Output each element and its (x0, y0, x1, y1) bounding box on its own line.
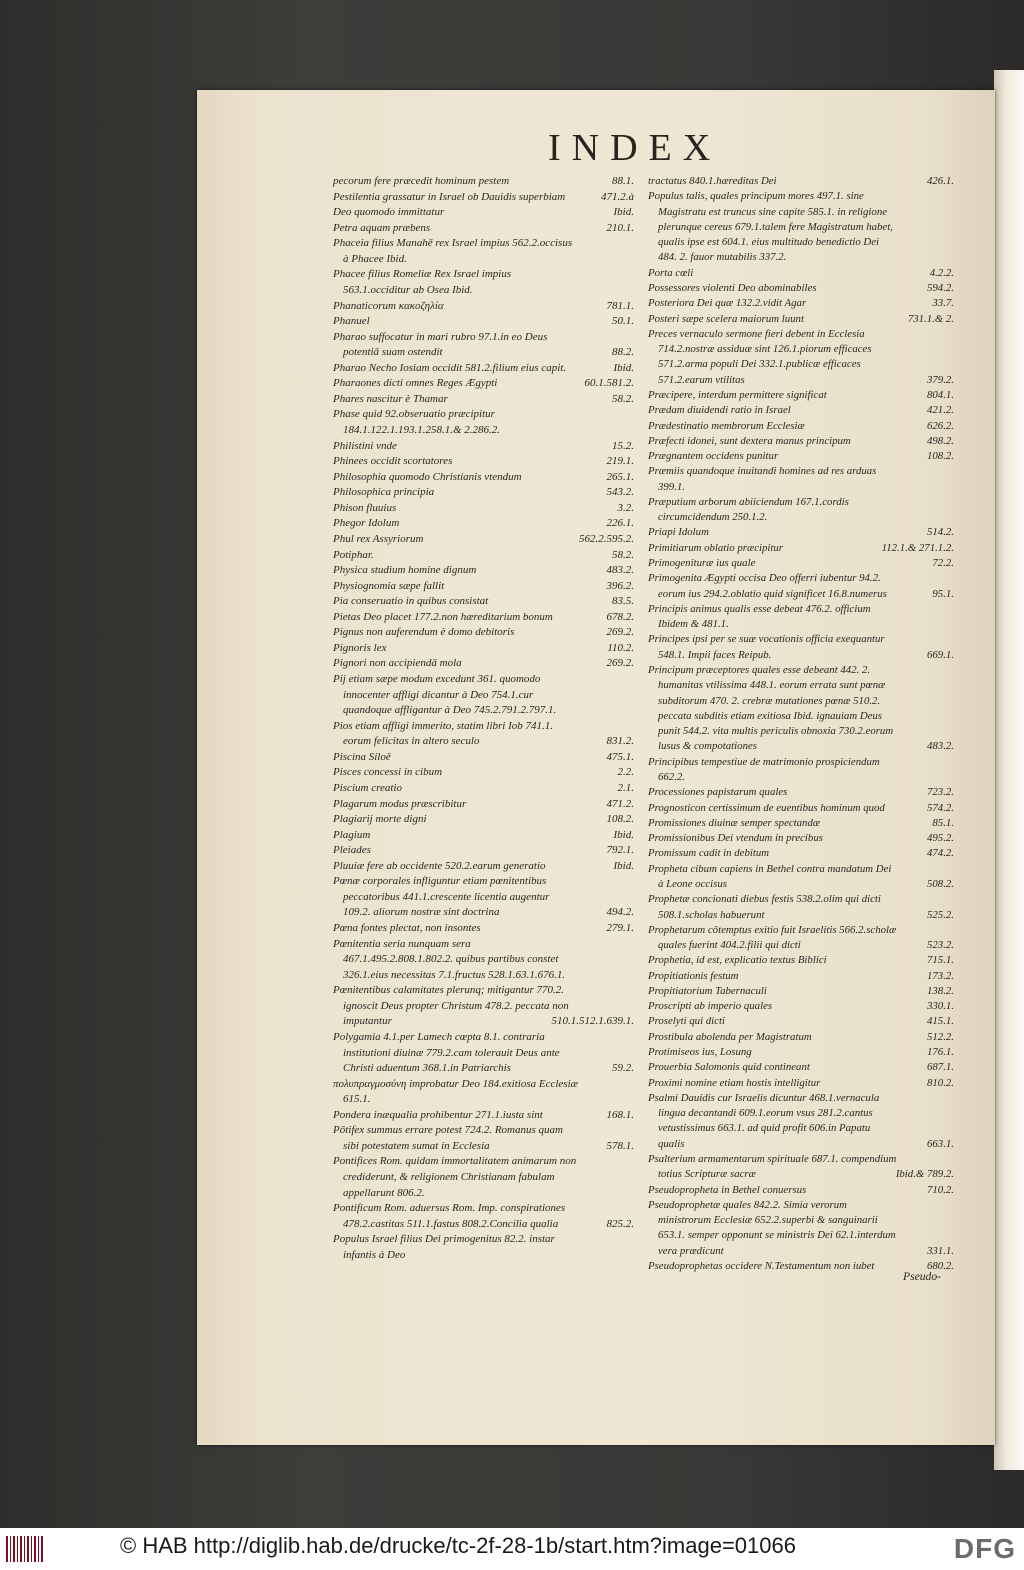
index-entry-reference: 83.5. (612, 595, 634, 608)
index-entry (333, 439, 636, 455)
index-entry (648, 1030, 956, 1045)
index-entry-reference: 168.1. (606, 1108, 634, 1121)
index-entry-text: Phanaticorum κακοζηλία (333, 299, 444, 312)
index-entry (333, 594, 636, 610)
dfg-logo: DFG (953, 1533, 1016, 1564)
index-entry (648, 831, 956, 846)
index-entry-text: Promissum cadit in debitum (648, 847, 770, 860)
index-entry (333, 330, 636, 361)
index-entry-reference: 279.1. (606, 922, 634, 934)
index-entry-reference: 578.1. (606, 1139, 634, 1152)
index-entry-reference: 792.1. (606, 844, 634, 857)
index-entry (333, 656, 636, 672)
index-entry (648, 434, 956, 449)
index-entry (648, 602, 956, 633)
index-entry-reference: 95.1. (932, 587, 954, 600)
index-entry-text: Pleiades (333, 844, 371, 857)
index-entry-text: Prædestinatio membrorum Ecclesiæ (648, 419, 805, 432)
index-entry-text: Petra aquam præbens (333, 221, 431, 234)
index-entry-reference: 3.2. (617, 501, 634, 514)
index-entry-reference: 543.2. (606, 486, 634, 499)
index-entry-text: tractatus 840.1.hæreditas Dei (648, 175, 777, 187)
hab-barcode-icon (6, 1536, 44, 1562)
index-entry (333, 174, 636, 190)
index-entry (648, 923, 956, 954)
index-entry-reference: 58.2. (612, 548, 634, 561)
index-entry (648, 174, 956, 189)
index-entry-reference: 474.2. (927, 847, 954, 860)
index-entry (648, 1045, 956, 1060)
index-entry-text: Philosophica principia (333, 486, 435, 499)
index-entry (333, 641, 636, 657)
index-entry-reference: 574.2. (927, 801, 954, 814)
index-entry-reference: 498.2. (927, 434, 954, 447)
index-column-right (648, 174, 956, 1274)
index-entry-reference: 72.2. (932, 557, 954, 570)
index-entry-reference: 210.1. (606, 221, 634, 234)
index-entry (648, 1014, 956, 1029)
index-entry-reference: 138.2. (927, 984, 954, 997)
index-entry-text: Pontifices Rom. quidam immortalitatem animarum non crediderunt, & religionem Christianam fabulam appellarunt 806.2. (333, 1155, 577, 1199)
index-entry (333, 781, 636, 797)
index-entry-reference: 831.2. (606, 735, 634, 748)
index-entry-text: Pij etiam sæpe modum excedunt 361. quomodo innocenter affligi dicantur à Deo 754.1.cur quandoque affligantur à Deo 745.2.791.2.797.1. (333, 673, 557, 717)
index-entry (333, 1030, 636, 1077)
index-entry-reference: 108.2. (927, 450, 954, 463)
index-entry-text: Philistini vnde (333, 439, 397, 452)
index-entry-text: Principis animus qualis esse debeat 476.2. officium Ibidem & 481.1. (648, 602, 871, 631)
index-entry-text: Pseudopropheta in Bethel conuersus (648, 1183, 807, 1196)
index-entry-text: Plagarum modus præscribitur (333, 797, 467, 810)
index-entry-text: Pondera inæqualia prohibentur 271.1.iusta sint (333, 1108, 543, 1121)
index-entry-text: Præfecti idonei, sunt dextera manus principum (648, 434, 851, 447)
index-entry-reference: 626.2. (927, 419, 954, 432)
index-entry-reference: 265.1. (606, 470, 634, 483)
index-entry (333, 532, 636, 548)
index-entry-text: Pœnitentia seria nunquam sera 467.1.495.2.808.1.802.2. quibus partibus constet 326.1.eius necessitas 7.1.fructus 528.1.63.1.676.1. (333, 937, 566, 981)
index-entry-reference: 723.2. (927, 786, 954, 799)
index-entry-text: Pios etiam affligi immerito, statim libri Iob 741.1. eorum felicitas in altero seculo (333, 719, 553, 748)
index-entry-reference: 219.1. (606, 455, 634, 468)
index-entry-text: Proscripti ab imperio quales (648, 1000, 773, 1013)
catchword: Pseudo- (903, 1270, 941, 1283)
index-entry-text: Phegor Idolum (333, 517, 400, 530)
index-entry (648, 327, 956, 388)
index-entry-text: Promissionibus Dei vtendum in precibus (648, 832, 823, 845)
index-entry-text: Philosophia quomodo Christianis vtendum (333, 470, 522, 483)
index-entry-reference: 85.1. (932, 816, 954, 829)
index-entry-reference: 514.2. (927, 526, 954, 539)
index-entry (648, 953, 956, 968)
index-entry-text: Pseudoprophetæ quales 842.2. Simia verorum ministrorum Ecclesiæ 652.2.superbi & sanguinarii 653.1. semper opponunt se ministris Dei 62.1.interdum vera prædicunt (648, 1198, 896, 1257)
index-entry-reference: 421.2. (927, 404, 954, 417)
index-entry (648, 525, 956, 540)
index-entry-reference: 331.1. (927, 1244, 954, 1257)
index-entry-reference: 4.2.2. (929, 266, 954, 279)
index-entry-reference: 60.1.581.2. (584, 377, 634, 390)
footer-url-link[interactable]: © HAB http://diglib.hab.de/drucke/tc-2f-28-1b/start.htm?image=01066 (120, 1533, 796, 1558)
index-entry (648, 464, 956, 495)
index-entry (333, 205, 636, 221)
index-entry-text: Plagium (333, 828, 371, 841)
index-entry-text: Preces vernaculo sermone fieri debent in Ecclesia 714.2.nostræ assiduæ sint 126.1.piorum efficaces 571.2.arma populi Dei 332.1.publicæ efficaces 571.2.earum vtilitas (648, 327, 872, 386)
index-entry-reference: 269.2. (606, 657, 634, 670)
index-entry-reference: 562.2.595.2. (579, 532, 634, 545)
index-entry-text: Protimiseos ius, Losung (648, 1046, 752, 1059)
index-entry-text: Phares nascitur è Thamar (333, 392, 448, 405)
index-entry-text: Phison fluuius (333, 501, 397, 514)
index-entry (333, 610, 636, 626)
index-entry-reference: 226.1. (606, 517, 634, 530)
index-entry-text: Populus talis, quales principum mores 497.1. sine Magistratu est truncus sine capite 585.1. in religione plerunque cereus 679.1.talem fere Magistratum habet, qualis ipse est 604.1. eius multitudo benedictio Dei 484. 2. fauor mutabilis 337.2. (648, 190, 893, 264)
index-entry (648, 999, 956, 1014)
index-entry-text: Propitiationis festum (648, 969, 739, 982)
index-entry (333, 470, 636, 486)
index-entry-text: Principes ipsi per se suæ vocationis officia exequantur 548.1. Impii faces Reipub. (648, 633, 885, 661)
index-entry-text: Phul rex Assyriorum (333, 532, 424, 545)
index-entry-reference: 510.1.512.1.639.1. (551, 1015, 634, 1028)
index-entry-reference: 379.2. (927, 373, 954, 386)
index-entry (648, 495, 956, 526)
index-entry (333, 672, 636, 719)
index-entry-reference: 269.2. (606, 626, 634, 639)
index-entry (333, 750, 636, 766)
index-entry-reference: 2.2. (617, 766, 634, 779)
index-entry-reference: 512.2. (927, 1030, 954, 1043)
index-entry-text: Physiognomia sæpe fallit (333, 579, 445, 592)
index-entry-text: Præputium arborum abiiciendum 167.1.cordis circumcidendum 250.1.2. (648, 495, 849, 524)
index-entry (648, 846, 956, 861)
index-entry-text: Primitiarum oblatio præcipitur (648, 541, 783, 554)
index-entry (648, 969, 956, 984)
index-entry-text: Prophetarum cōtemptus exitio fuit Israelitis 566.2.scholæ quales fuerint 404.2.filii qui dicti (648, 923, 897, 952)
index-entry-reference: 176.1. (927, 1046, 954, 1059)
index-entry-reference: 710.2. (927, 1183, 954, 1196)
index-entry-text: Principibus tempestiue de matrimonio prospiciendum 662.2. (648, 755, 880, 783)
index-entry-reference: 669.1. (927, 648, 954, 661)
index-entry-text: Phase quid 92.obseruatio præcipitur 184.1.122.1.193.1.258.1.& 2.286.2. (333, 408, 501, 436)
index-entry-text: Pignori non accipiendā mola (333, 657, 462, 670)
index-entry-text: Pharaones dicti omnes Reges Ægypti (333, 377, 498, 390)
index-entry-text: Priapi Idolum (648, 526, 709, 539)
index-entry-text: Prognosticon certissimum de euentibus hominum quod (648, 801, 885, 814)
index-entry-text: Psalmi Dauidis cur Israelis dicuntur 468.1.vernacula lingua decantandi 609.1.eorum vsus 281.2.cantus vetustissimus 663.1. ad quid profit 606.in Papatu qualis (648, 1091, 880, 1150)
index-entry (333, 1077, 636, 1108)
index-entry-reference: 2.1. (617, 781, 634, 794)
index-entry (333, 407, 636, 438)
index-entry (333, 859, 636, 875)
index-entry-text: Proximi nomine etiam hostis intelligitur (648, 1076, 821, 1089)
index-entry (648, 1076, 956, 1091)
index-entry-reference: 50.1. (612, 315, 634, 328)
index-entry (648, 785, 956, 800)
index-entry-reference: 687.1. (927, 1061, 954, 1074)
index-entry (648, 189, 956, 265)
index-entry (648, 755, 956, 786)
index-entry (333, 1108, 636, 1124)
index-entry (333, 392, 636, 408)
index-entry (648, 419, 956, 434)
index-entry-text: Phacee filius Romeliæ Rex Israel impius 563.1.occiditur ab Osea Ibid. (333, 268, 512, 296)
index-entry (648, 1198, 956, 1259)
index-entry (333, 983, 636, 1030)
index-entry-text: Piscium creatio (333, 781, 402, 794)
index-entry (333, 501, 636, 517)
index-entry-reference: 58.2. (612, 392, 634, 405)
index-entry-text: Pestilentia grassatur in Israel ob Dauidis superbiam (333, 190, 566, 203)
index-entry-text: pecorum fere præcedit hominum pestem (333, 175, 510, 187)
index-entry-reference: 110.2. (607, 641, 634, 654)
index-entry-reference: 59.2. (612, 1062, 634, 1075)
index-entry-reference: 483.2. (927, 740, 954, 753)
index-entry (648, 556, 956, 571)
index-entry (648, 571, 956, 602)
index-entry-text: Posteriora Dei quæ 132.2.vidit Agar (648, 297, 807, 310)
index-entry-text: Populus Israel filius Dei primogenitus 82.2. instar infantis à Deo (333, 1233, 555, 1261)
index-entry (333, 812, 636, 828)
index-entry (333, 579, 636, 595)
index-entry (648, 312, 956, 327)
index-entry-reference: 804.1. (927, 388, 954, 401)
index-entry-text: Physica studium homine dignum (333, 564, 477, 577)
index-entry (333, 563, 636, 579)
index-entry-text: Processiones papistarum quales (648, 786, 788, 799)
index-entry (648, 388, 956, 403)
index-entry-reference: 88.1. (612, 175, 634, 187)
index-entry (333, 236, 636, 267)
index-entry (333, 485, 636, 501)
adjacent-page-edge (994, 70, 1024, 1470)
index-entry (333, 299, 636, 315)
index-entry-text: Pharao Necho Iosiam occidit 581.2.filium eius capit. (333, 361, 567, 374)
index-entry (333, 516, 636, 532)
index-entry (648, 862, 956, 893)
index-entry (333, 376, 636, 392)
index-entry-text: Deo quomodo immittatur (333, 206, 445, 219)
index-entry-text: Posteri sæpe scelera maiorum luunt (648, 312, 804, 325)
index-entry (333, 921, 636, 937)
index-entry-text: Præmiis quandoque inuitandi homines ad res arduas 399.1. (648, 465, 877, 493)
index-entry-text: Pisces concessi in cibum (333, 766, 443, 779)
index-entry (333, 1201, 636, 1232)
index-entry-text: Plagiarij morte digni (333, 813, 427, 826)
index-entry (648, 801, 956, 816)
index-entry-text: Prophetæ concionati diebus festis 538.2.olim qui dicti 508.1.scholas habuerunt (648, 893, 881, 921)
index-entry-reference: 483.2. (606, 564, 634, 577)
index-entry-text: Prægnantem occidens punitur (648, 450, 779, 463)
index-entry-reference: 33.7. (932, 297, 954, 310)
index-entry-reference: 680.2. (927, 1259, 954, 1272)
index-entry (333, 843, 636, 859)
index-entry-text: Piscina Siloē (333, 750, 391, 763)
index-entry-text: Porta cœli (648, 266, 694, 279)
index-entry-reference: Ibid. (613, 828, 634, 841)
index-entry-reference: Ibid. (613, 859, 634, 872)
index-entry-reference: 495.2. (927, 832, 954, 845)
index-entry (333, 765, 636, 781)
index-entry-reference: 715.1. (927, 954, 954, 967)
index-entry-reference: 88.2. (612, 346, 634, 359)
page-heading: INDEX (548, 127, 722, 169)
index-entry (648, 403, 956, 418)
index-entry-reference: 108.2. (606, 813, 634, 826)
index-entry-reference: Ibid. (613, 206, 634, 219)
index-entry-reference: 731.1.& 2. (907, 312, 954, 325)
index-entry (648, 892, 956, 923)
index-entry-text: πολυπραγμοσύνη improbatur Deo 184.exitiosa Ecclesiæ 615.1. (333, 1077, 578, 1106)
index-entry (333, 719, 636, 750)
index-entry (333, 314, 636, 330)
footer-bar (0, 1528, 1024, 1570)
index-entry (333, 221, 636, 237)
index-entry-text: Pignoris lex (333, 641, 387, 654)
index-entry-reference: 523.2. (927, 939, 954, 952)
index-entry-text: Primogenita Ægypti occisa Deo offerri iubentur 94.2. eorum ius 294.2.oblatio quid significet 16.8.numerus (648, 572, 887, 600)
index-entry-text: Pharao suffocatur in mari rubro 97.1.in eo Deus potentiā suam ostendit (333, 330, 548, 359)
index-entry-text: Psalterium armamentarum spirituale 687.1. compendium totius Scripturæ sacræ (648, 1153, 897, 1181)
index-entry (333, 1123, 636, 1154)
index-entry (333, 797, 636, 813)
index-entry (333, 937, 636, 984)
index-entry-reference: 663.1. (927, 1137, 954, 1150)
index-entry-text: Pœna fontes plectat, non insontes (333, 922, 481, 934)
index-entry-reference: 678.2. (606, 610, 634, 623)
index-entry (648, 296, 956, 311)
index-entry-text: Pia conseruatio in quibus consistat (333, 595, 489, 608)
index-entry (648, 816, 956, 831)
index-entry (648, 663, 956, 755)
index-entry (648, 449, 956, 464)
index-entry-text: Prostibula abolenda per Magistratum (648, 1030, 812, 1043)
index-entry-text: Polygamia 4.1.per Lamech cœpta 8.1. contraria institutioni diuinæ 779.2.cam tolerauit Deus ante Christi aduentum 368.1.in Patriarchis (333, 1030, 560, 1075)
index-entry (333, 548, 636, 564)
index-entry-text: Pietas Deo placet 177.2.non hæreditarium bonum (333, 610, 553, 623)
index-entry (333, 828, 636, 844)
index-entry-reference: 825.2. (606, 1217, 634, 1230)
index-entry-text: Pōtifex summus errare potest 724.2. Romanus quam sibi potestatem sumat in Ecclesia (333, 1124, 563, 1152)
index-entry-reference: 426.1. (927, 175, 954, 187)
index-entry (333, 1232, 636, 1263)
index-entry (333, 874, 636, 921)
index-entry-reference: 810.2. (927, 1076, 954, 1089)
index-entry-text: Phanuel (333, 315, 370, 328)
index-column-left (333, 174, 636, 1263)
index-entry-reference: 415.1. (927, 1015, 954, 1028)
index-entry-text: Pseudoprophetas occidere N.Testamentum non iubet (648, 1259, 875, 1272)
index-entry-reference: 525.2. (927, 908, 954, 921)
index-entry-text: Principum præceptores quales esse debeant 442. 2. humanitas vtilissima 448.1. eorum errata sunt pœnæ subditorum 470. 2. crebræ mutationes pœnæ 510.2. peccata subditis etiam exitiosa Ibid. ignauiam Deus punit 544.2. vita multis periculis obnoxia 730.2.eorum lusus & compotationes (648, 664, 894, 753)
index-entry-text: Pluuiæ fere ab occidente 520.2.earum generatio (333, 859, 546, 872)
index-entry-text: Phinees occidit scortatores (333, 455, 453, 468)
index-entry (333, 625, 636, 641)
index-entry-reference: Ibid.& 789.2. (895, 1168, 954, 1181)
index-entry (333, 267, 636, 298)
index-entry (648, 541, 956, 556)
index-entry-reference: Ibid. (613, 361, 634, 374)
index-entry-text: Promissiones diuinæ semper spectandæ (648, 816, 821, 829)
index-entry (648, 1183, 956, 1198)
index-entry (648, 1152, 956, 1183)
index-entry (648, 632, 956, 663)
index-entry (648, 1091, 956, 1152)
index-entry (648, 984, 956, 999)
index-entry-reference: 15.2. (612, 439, 634, 452)
index-entry-reference: 475.1. (606, 750, 634, 763)
index-entry-reference: 112.1.& 271.1.2. (881, 541, 954, 554)
index-entry (648, 266, 956, 281)
index-entry-text: Pœnitentibus calamitates plerunq; mitigantur 770.2. ignoscit Deus propter Christum 478.2. peccata non imputantur (333, 984, 569, 1028)
index-entry-text: Pontificum Rom. aduersus Rom. Imp. conspirationes 478.2.castitas 511.1.fastus 808.2.Concilia qualia (333, 1202, 566, 1230)
index-entry-text: Propitiatorium Tabernaculi (648, 984, 767, 997)
index-entry (648, 1060, 956, 1075)
index-entry-text: Propheta cibum capiens in Bethel contra mandatum Dei à Leone occisus (648, 862, 892, 890)
index-entry-text: Præcipere, interdum permittere significat (648, 388, 827, 401)
index-entry-reference: 594.2. (927, 281, 954, 294)
index-entry-reference: 396.2. (606, 579, 634, 592)
index-entry-reference: 781.1. (606, 299, 634, 312)
index-entry-text: Potiphar. (333, 548, 374, 561)
index-entry-reference: 330.1. (927, 1000, 954, 1013)
index-entry-text: Prophetia, id est, explicatio textus Biblici (648, 954, 827, 967)
index-entry (333, 361, 636, 377)
index-entry-reference: 471.2. (606, 797, 634, 810)
index-entry-text: Primogenituræ ius quale (648, 557, 756, 570)
index-entry-text: Prouerbia Salomonis quid contineant (648, 1061, 810, 1074)
index-entry-reference: 508.2. (927, 877, 954, 890)
index-entry-reference: 173.2. (927, 969, 954, 982)
index-entry-text: Proselyti qui dicti (648, 1015, 725, 1028)
index-entry-text: Phaceia filius Manahē rex Israel impius 562.2.occisus à Phacee Ibid. (333, 237, 573, 265)
index-entry-text: Prædam diuidendi ratio in Israel (648, 404, 791, 417)
index-entry-text: Pœnæ corporales infliguntur etiam pœnitentibus peccatoribus 441.1.crescente licentia augentur 109.2. aliorum nostræ sint doctrina (333, 875, 550, 919)
index-entry (333, 1154, 636, 1201)
index-entry (333, 454, 636, 470)
index-entry (333, 190, 636, 206)
index-entry-text: Possessores violenti Deo abominabiles (648, 281, 817, 294)
index-entry-reference: 494.2. (606, 906, 634, 919)
index-entry-reference: 471.2.à (601, 190, 634, 203)
index-entry-text: Pignus non auferendum è domo debitoris (333, 626, 515, 639)
index-entry (648, 281, 956, 296)
